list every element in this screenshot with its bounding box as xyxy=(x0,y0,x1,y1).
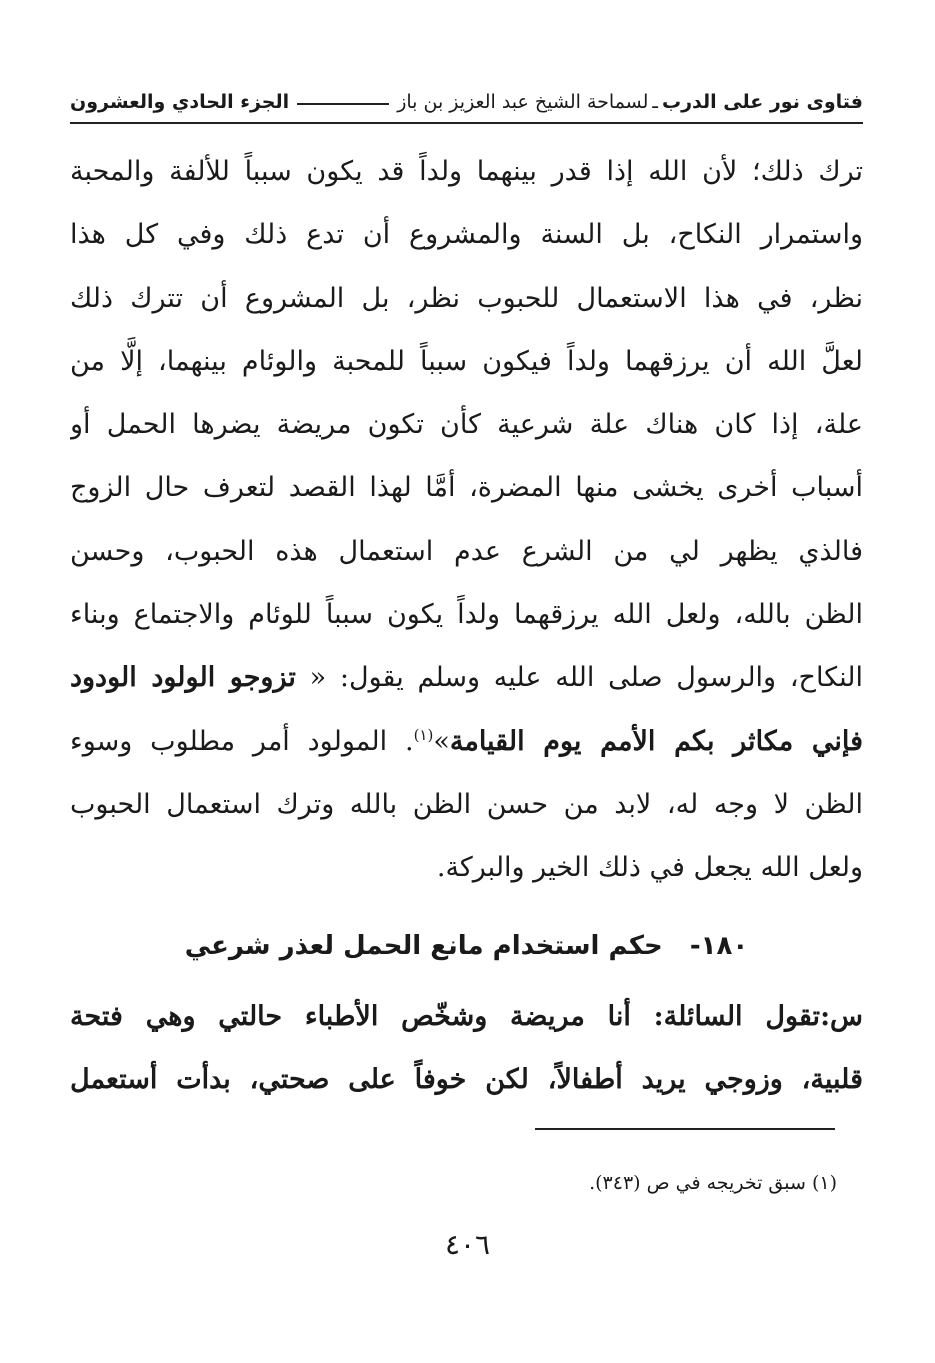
body-line: فالذي يظهر لي من الشرع عدم استعمال هذه الحبوب، وحسن xyxy=(70,535,863,567)
footnote: (١) سبق تخريجه في ص (٣٤٣). xyxy=(589,1172,837,1194)
header-book-title: فتاوى نور على الدرب xyxy=(662,91,863,113)
hadith-after: . المولود أمر مطلوب وسوء xyxy=(70,725,414,757)
footnote-reference: (١) xyxy=(413,725,434,744)
body-line: أسباب أخرى يخشى منها المضرة، أمَّا لهذا القصد لتعرف حال الزوج xyxy=(70,472,863,504)
question-line: س:تقول السائلة: أنا مريضة وشخّص الأطباء حالتي وهي فتحة xyxy=(70,1001,863,1032)
header-separator: ـ xyxy=(652,91,658,113)
body-text xyxy=(70,140,863,900)
body-line: علة، إذا كان هناك علة شرعية كأن تكون مريضة يضرها الحمل أو xyxy=(70,409,863,441)
footnote-rule xyxy=(535,1128,835,1130)
body-line: ترك ذلك؛ لأن الله إذا قدر بينهما ولداً قد يكون سبباً للألفة والمحبة xyxy=(70,156,863,187)
question-line: قلبية، وزوجي يريد أطفالاً، لكن خوفاً على صحتي، بدأت أستعمل xyxy=(70,1064,863,1095)
hadith-intro: النكاح، والرسول صلى الله عليه وسلم يقول: « xyxy=(295,662,863,694)
header-part: الجزء الحادي والعشرون xyxy=(70,91,290,113)
heading-number: ١٨٠- xyxy=(689,931,749,961)
body-line: واستمرار النكاح، بل السنة والمشروع أن تدع ذلك وفي كل هذا xyxy=(70,219,863,251)
question-text xyxy=(70,985,863,1111)
body-line: لعلَّ الله أن يرزقهما ولداً فيكون سبباً للمحبة والوئام بينهما، إلَّا من xyxy=(70,345,863,377)
header-author: لسماحة الشيخ عبد العزيز بن باز xyxy=(397,91,649,113)
body-line: ولعل الله يجعل في ذلك الخير والبركة. xyxy=(436,852,863,884)
running-header xyxy=(70,82,863,124)
body-line: الظن لا وجه له، لابد من حسن الظن بالله وترك استعمال الحبوب xyxy=(70,788,863,820)
hadith-text-part-1: تزوجو الولود الودود xyxy=(70,662,296,694)
hadith-text-part-2: فإني مكاثر بكم الأمم يوم القيامة xyxy=(449,725,863,757)
hadith-line xyxy=(70,710,863,773)
hadith-close-quote: » xyxy=(433,725,450,757)
header-rule xyxy=(297,103,389,105)
body-line: نظر، في هذا الاستعمال للحبوب نظر، بل المشروع أن تترك ذلك xyxy=(70,282,863,314)
page-number: ٤٠٦ xyxy=(444,1228,491,1261)
body-line: الظن بالله، ولعل الله يرزقهما ولداً يكون سبباً للوئام والاجتماع وبناء xyxy=(70,599,863,631)
hadith-line xyxy=(70,646,863,709)
heading-title: حكم استخدام مانع الحمل لعذر شرعي xyxy=(184,931,663,961)
fatwa-heading xyxy=(70,918,863,974)
